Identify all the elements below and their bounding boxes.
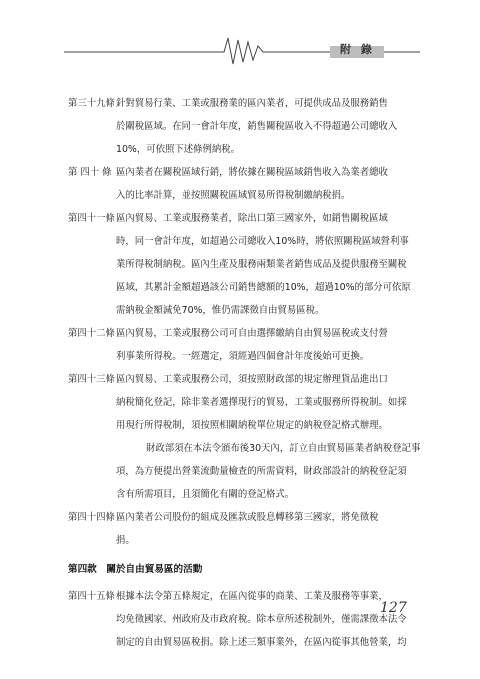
article-text-line: 於關稅區域。在同一會計年度，銷售關稅區收入不得超過公司總收入 [116, 121, 398, 132]
article-43-paragraph-2 [116, 437, 421, 506]
article-text-line: 入的比率計算，並按照關稅區域貿易所得稅制繳納稅捐。 [116, 190, 351, 201]
article-label: 第 四十 條 [68, 167, 112, 178]
article-text-line: 區內業者在關稅區域行銷，將依據在關稅區域銷售收入為業者總收 [116, 167, 388, 178]
article-text-line: 制定的自由貿易區稅捐。除上述三類事業外，在區內從事其他營業，均 [116, 637, 407, 648]
paragraph-text-line: 含有所需項目，且須簡化有關的登記格式。 [116, 489, 295, 500]
article-40 [0, 161, 480, 207]
heartbeat-line-decoration [0, 0, 480, 70]
paragraph-text-line: 財政部須在本法令頒布後30天內，訂立自由貿易區業者納稅登記事 [146, 443, 421, 454]
article-text-line: 時，同一會計年度，如超過公司總收入10%時，將依照關稅區域營利事 [116, 236, 409, 247]
page-number: 127 [380, 600, 407, 616]
article-39 [0, 92, 480, 161]
article-42 [0, 322, 480, 368]
article-text-line: 區內貿易，工業或服務公司可自由選擇繳納自由貿易區稅或支付營 [116, 328, 388, 339]
article-45 [0, 585, 480, 654]
section-title: 第四款 關於自由貿易區的活動 [68, 564, 203, 575]
article-text-line: 區內貿易、工業或服務業者，除出口第三國家外，如銷售關稅區域 [116, 213, 388, 224]
article-text-line: 區內貿易、工業或服務公司，須按照財政部的規定辦理貨品進出口 [116, 374, 388, 385]
document-body [0, 92, 480, 654]
article-label: 第四十四條 [68, 512, 115, 523]
article-label: 第四十一條 [68, 213, 115, 224]
article-text-line: 區內業者公司股份的組成及匯款或股息轉移第三國家，將免徵稅 [116, 512, 379, 523]
article-text-line: 業所得稅制納稅。區內生產及服務兩類業者銷售成品及提供服務至關稅 [116, 259, 407, 270]
article-text-line: 區域，其累計金額超過該公司銷售總額的10%，超過10%的部分可依原 [116, 282, 411, 293]
article-text-line: 用現行所得稅制，須按照相關納稅單位規定的納稅登記格式辦理。 [116, 420, 388, 431]
article-text-line: 根據本法令第五條規定，在區內從事的商業、工業及服務等事業， [116, 591, 388, 602]
appendix-header-title: 附 錄 [340, 43, 375, 56]
article-43 [0, 368, 480, 437]
article-text-line: 納稅簡化登記，除非業者選擇現行的貿易，工業或服務所得稅制。如採 [116, 397, 407, 408]
paragraph-text-line: 項，為方便提出營業流動量檢查的所需資料，財政部設計的納稅登記須 [116, 466, 407, 477]
article-text-line: 均免徵國家、州政府及市政府稅。除本章所述稅制外，僅需課徵本法令 [116, 614, 407, 625]
article-text-line: 10%，可依照下述條例納稅。 [116, 144, 240, 155]
article-41 [0, 207, 480, 322]
article-text-line: 需納稅金額減免70%，惟仍需課徵自由貿易區稅。 [116, 305, 325, 316]
article-label: 第三十九條 [68, 98, 115, 109]
article-label: 第四十二條 [68, 328, 115, 339]
article-44 [0, 506, 480, 552]
article-text-line: 針對貿易行業、工業或服務業的區內業者，可提供成品及服務銷售 [116, 98, 388, 109]
article-text-line: 捐。 [116, 535, 135, 546]
article-label: 第四十三條 [68, 374, 115, 385]
page-header [0, 0, 480, 70]
article-text-line: 利事業所得稅。一經選定，須經過四個會計年度後始可更換。 [116, 351, 370, 362]
article-label: 第四十五條 [68, 591, 115, 602]
